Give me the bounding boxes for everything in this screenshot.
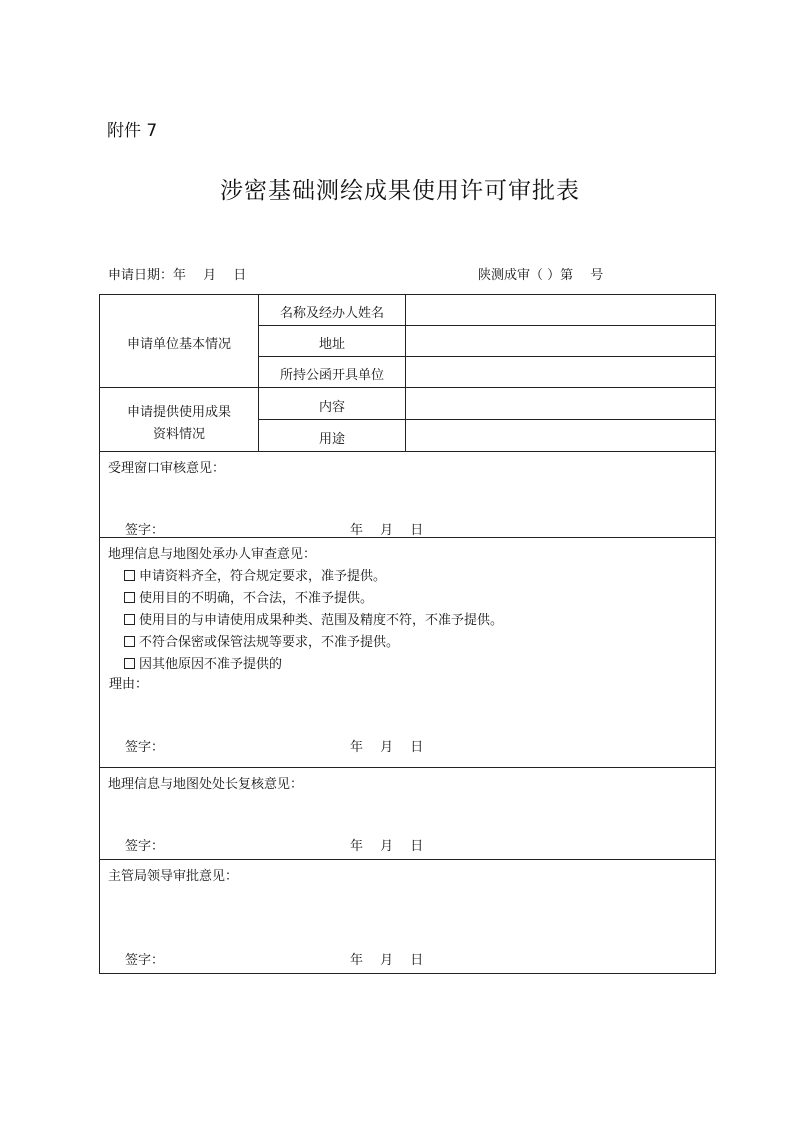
approval-form-table [99, 294, 716, 974]
review-date: 年 月 日 [350, 740, 424, 755]
recheck-heading: 地理信息与地图处处长复核意见： [108, 777, 304, 792]
review-option-unclear-purpose[interactable]: 使用目的不明确，不合法，不准予提供。 [124, 587, 373, 606]
review-option-other[interactable]: 因其他原因不准予提供的 [124, 653, 282, 672]
approval-date: 年 月 日 [350, 953, 424, 968]
form-title: 涉密基础测绘成果使用许可审批表 [220, 178, 580, 204]
divider [100, 859, 715, 860]
materials-section-label-line2: 资料情况 [152, 427, 205, 442]
checkbox-icon[interactable] [124, 658, 135, 669]
review-heading: 地理信息与地图处承办人审查意见： [108, 547, 317, 562]
divider [100, 451, 715, 452]
checkbox-icon[interactable] [124, 592, 135, 603]
recheck-sign-label: 签字： [125, 839, 165, 854]
review-option-security[interactable]: 不符合保密或保管法规等要求，不准予提供。 [124, 631, 399, 650]
review-reason-label: 理由： [109, 677, 149, 692]
application-date: 申请日期：年 月 日 [108, 268, 247, 283]
checkbox-icon[interactable] [124, 614, 135, 625]
field-label-name-handler: 名称及经办人姓名 [279, 306, 384, 321]
materials-section-label-line1: 申请提供使用成果 [126, 405, 231, 420]
approval-heading: 主管局领导审批意见： [108, 869, 239, 884]
field-label-letter-issuer: 所持公函开具单位 [279, 368, 384, 383]
annex-label: 附件 7 [107, 121, 158, 141]
field-label-address: 地址 [318, 337, 345, 352]
review-option-mismatch[interactable]: 使用目的与申请使用成果种类、范围及精度不符，不准予提供。 [124, 609, 503, 628]
divider [258, 419, 715, 420]
divider [405, 295, 406, 451]
review-option-approve[interactable]: 申请资料齐全，符合规定要求，准予提供。 [124, 565, 386, 584]
divider [100, 387, 715, 388]
field-label-purpose: 用途 [318, 432, 345, 447]
divider [258, 325, 715, 326]
checkbox-icon[interactable] [124, 636, 135, 647]
review-sign-label: 签字： [125, 740, 165, 755]
divider [258, 356, 715, 357]
recheck-date: 年 月 日 [350, 839, 424, 854]
reception-sign-label: 签字： [125, 523, 165, 538]
reception-date: 年 月 日 [350, 523, 424, 538]
divider [100, 767, 715, 768]
reception-heading: 受理窗口审核意见： [108, 461, 226, 476]
document-number: 陕测成审（ ）第 号 [478, 268, 604, 283]
field-label-content: 内容 [318, 400, 345, 415]
checkbox-icon[interactable] [124, 570, 135, 581]
applicant-section-label: 申请单位基本情况 [126, 337, 231, 352]
approval-sign-label: 签字： [125, 953, 165, 968]
